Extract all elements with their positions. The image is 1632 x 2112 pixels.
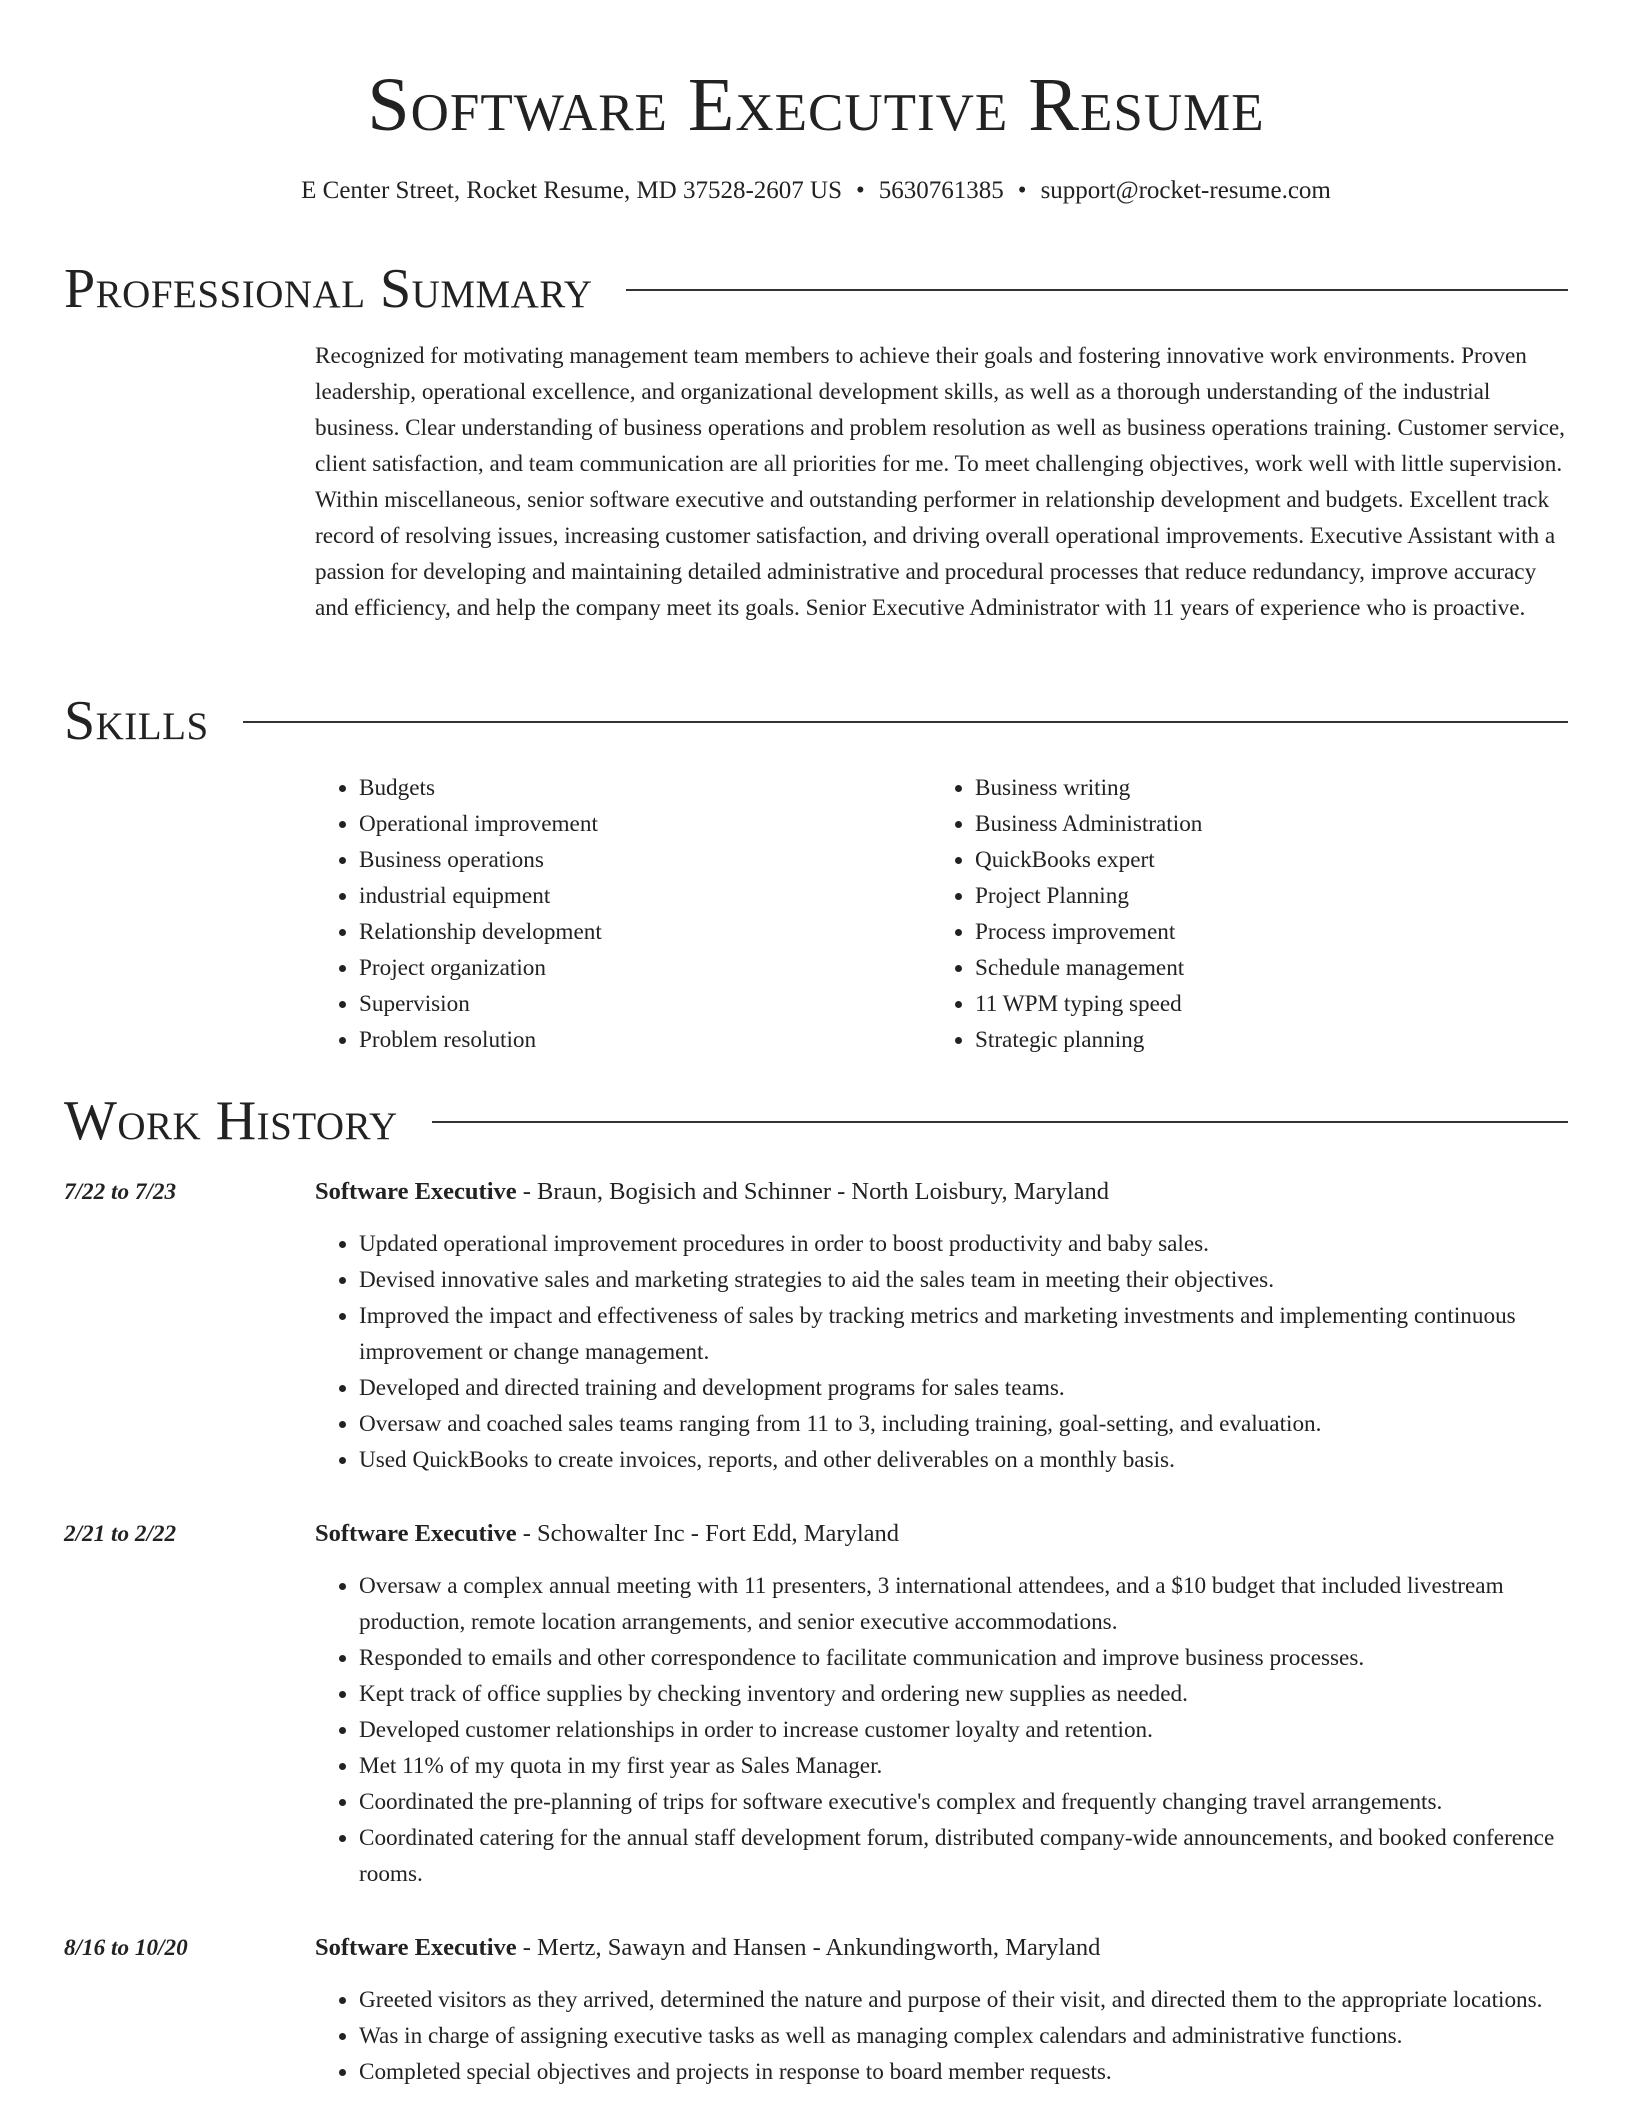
contact-email[interactable]: support@rocket-resume.com [1040, 177, 1331, 204]
job-bullet: • Coordinated the pre-planning of trips for software executive's complex and frequently changing travel arrangements. [359, 1784, 1570, 1820]
skill-item: • Relationship development [359, 914, 931, 950]
job-bullet: • Used QuickBooks to create invoices, reports, and other deliverables on a monthly basis. [359, 1442, 1570, 1478]
skills-column-right [931, 770, 1547, 1058]
job-bullet: • Devised innovative sales and marketing strategies to aid the sales team in meeting their objectives. [359, 1262, 1570, 1298]
job-bullet: • Greeted visitors as they arrived, determined the nature and purpose of their visit, and directed them to the appropriate locations. [359, 1982, 1570, 2018]
skill-item: • QuickBooks expert [975, 842, 1547, 878]
job-bullet: • Coordinated catering for the annual staff development forum, distributed company-wide announcements, and booked conference rooms. [359, 1820, 1570, 1892]
job-bullet: • Was in charge of assigning executive tasks as well as managing complex calendars and administrative functions. [359, 2018, 1570, 2054]
contact-line [0, 174, 1632, 208]
job-employer: - Mertz, Sawayn and Hansen - Ankundingworth, Maryland [516, 1934, 1101, 1961]
contact-separator: • [1017, 177, 1027, 204]
section-divider [626, 289, 1568, 291]
skill-item: • Project organization [359, 950, 931, 986]
job-date: 8/16 to 10/20 [64, 1935, 188, 1961]
skill-item: • Business Administration [975, 806, 1547, 842]
section-header-skills [64, 686, 1568, 756]
contact-separator: • [856, 177, 865, 204]
skill-item: • Business operations [359, 842, 931, 878]
skill-item: • Problem resolution [359, 1022, 931, 1058]
skills-list [315, 770, 1570, 1058]
job-bullet: • Updated operational improvement procedures in order to boost productivity and baby sales. [359, 1226, 1570, 1262]
job-employer: - Braun, Bogisich and Schinner - North Loisbury, Maryland [516, 1178, 1110, 1205]
job-role: Software Executive [315, 1520, 517, 1547]
job-heading [315, 1930, 1570, 1966]
job-date: 7/22 to 7/23 [64, 1179, 177, 1205]
section-title-skills: Skills [64, 690, 209, 752]
skill-item: • Budgets [359, 770, 931, 806]
page-title: Software Executive Resume [367, 63, 1265, 147]
contact-address: E Center Street, Rocket Resume, MD 37528-2607 US [301, 177, 843, 204]
job-bullet: • Kept track of office supplies by checking inventory and ordering new supplies as needed. [359, 1676, 1570, 1712]
section-header-summary [64, 254, 1568, 324]
job-heading [315, 1516, 1570, 1552]
section-header-work-history [64, 1086, 1568, 1156]
summary-text: Recognized for motivating management team members to achieve their goals and fostering innovative work environments. Proven leadership, operational excellence, and organizational development skills, as well as a thorough understanding of the industrial business. Clear understanding of business operations and problem resolution as well as business operations training. Customer service, client satisfaction, and team communication are all priorities for me. To meet challenging objectives, work well with little supervision. Within miscellaneous, senior software executive and outstanding performer in relationship development and budgets. Excellent track record of resolving issues, increasing customer satisfaction, and driving overall operational improvements. Executive Assistant with a passion for developing and maintaining detailed administrative and procedural processes that reduce redundancy, improve accuracy and efficiency, and help the company meet its goals. Senior Executive Administrator with 11 years of experience who is proactive. [315, 343, 1565, 621]
section-divider [243, 721, 1568, 723]
skill-item: • industrial equipment [359, 878, 931, 914]
job-bullets [315, 1982, 1570, 2090]
job-role: Software Executive [315, 1178, 517, 1205]
job-date: 2/21 to 2/22 [64, 1521, 177, 1547]
job-bullets [315, 1568, 1570, 1892]
skill-item: • Supervision [359, 986, 931, 1022]
skill-item: • Business writing [975, 770, 1547, 806]
job-bullet: • Oversaw a complex annual meeting with 11 presenters, 3 international attendees, and a $10 budget that included livestream production, remote location arrangements, and senior executive accommodations. [359, 1568, 1570, 1640]
job-bullet: • Developed customer relationships in order to increase customer loyalty and retention. [359, 1712, 1570, 1748]
skill-item: • 11 WPM typing speed [975, 986, 1547, 1022]
job-bullet: • Responded to emails and other correspondence to facilitate communication and improve business processes. [359, 1640, 1570, 1676]
section-divider [432, 1121, 1568, 1123]
job-role: Software Executive [315, 1934, 517, 1961]
job-heading [315, 1174, 1570, 1210]
section-title-summary: Professional Summary [64, 258, 593, 320]
job-bullet: • Oversaw and coached sales teams ranging from 11 to 3, including training, goal-setting, and evaluation. [359, 1406, 1570, 1442]
skills-column-left [315, 770, 931, 1058]
job-bullet: • Completed special objectives and projects in response to board member requests. [359, 2054, 1570, 2090]
job-bullet: • Met 11% of my quota in my first year as Sales Manager. [359, 1748, 1570, 1784]
skill-item: • Process improvement [975, 914, 1547, 950]
job-bullets [315, 1226, 1570, 1478]
section-title-work-history: Work History [64, 1090, 398, 1152]
skill-item: • Operational improvement [359, 806, 931, 842]
contact-phone: 5630761385 [878, 177, 1004, 204]
job-employer: - Schowalter Inc - Fort Edd, Maryland [516, 1520, 899, 1547]
skill-item: • Schedule management [975, 950, 1547, 986]
job-bullet: • Improved the impact and effectiveness of sales by tracking metrics and marketing investments and implementing continuous improvement or change management. [359, 1298, 1570, 1370]
skill-item: • Strategic planning [975, 1022, 1547, 1058]
skill-item: • Project Planning [975, 878, 1547, 914]
job-bullet: • Developed and directed training and development programs for sales teams. [359, 1370, 1570, 1406]
